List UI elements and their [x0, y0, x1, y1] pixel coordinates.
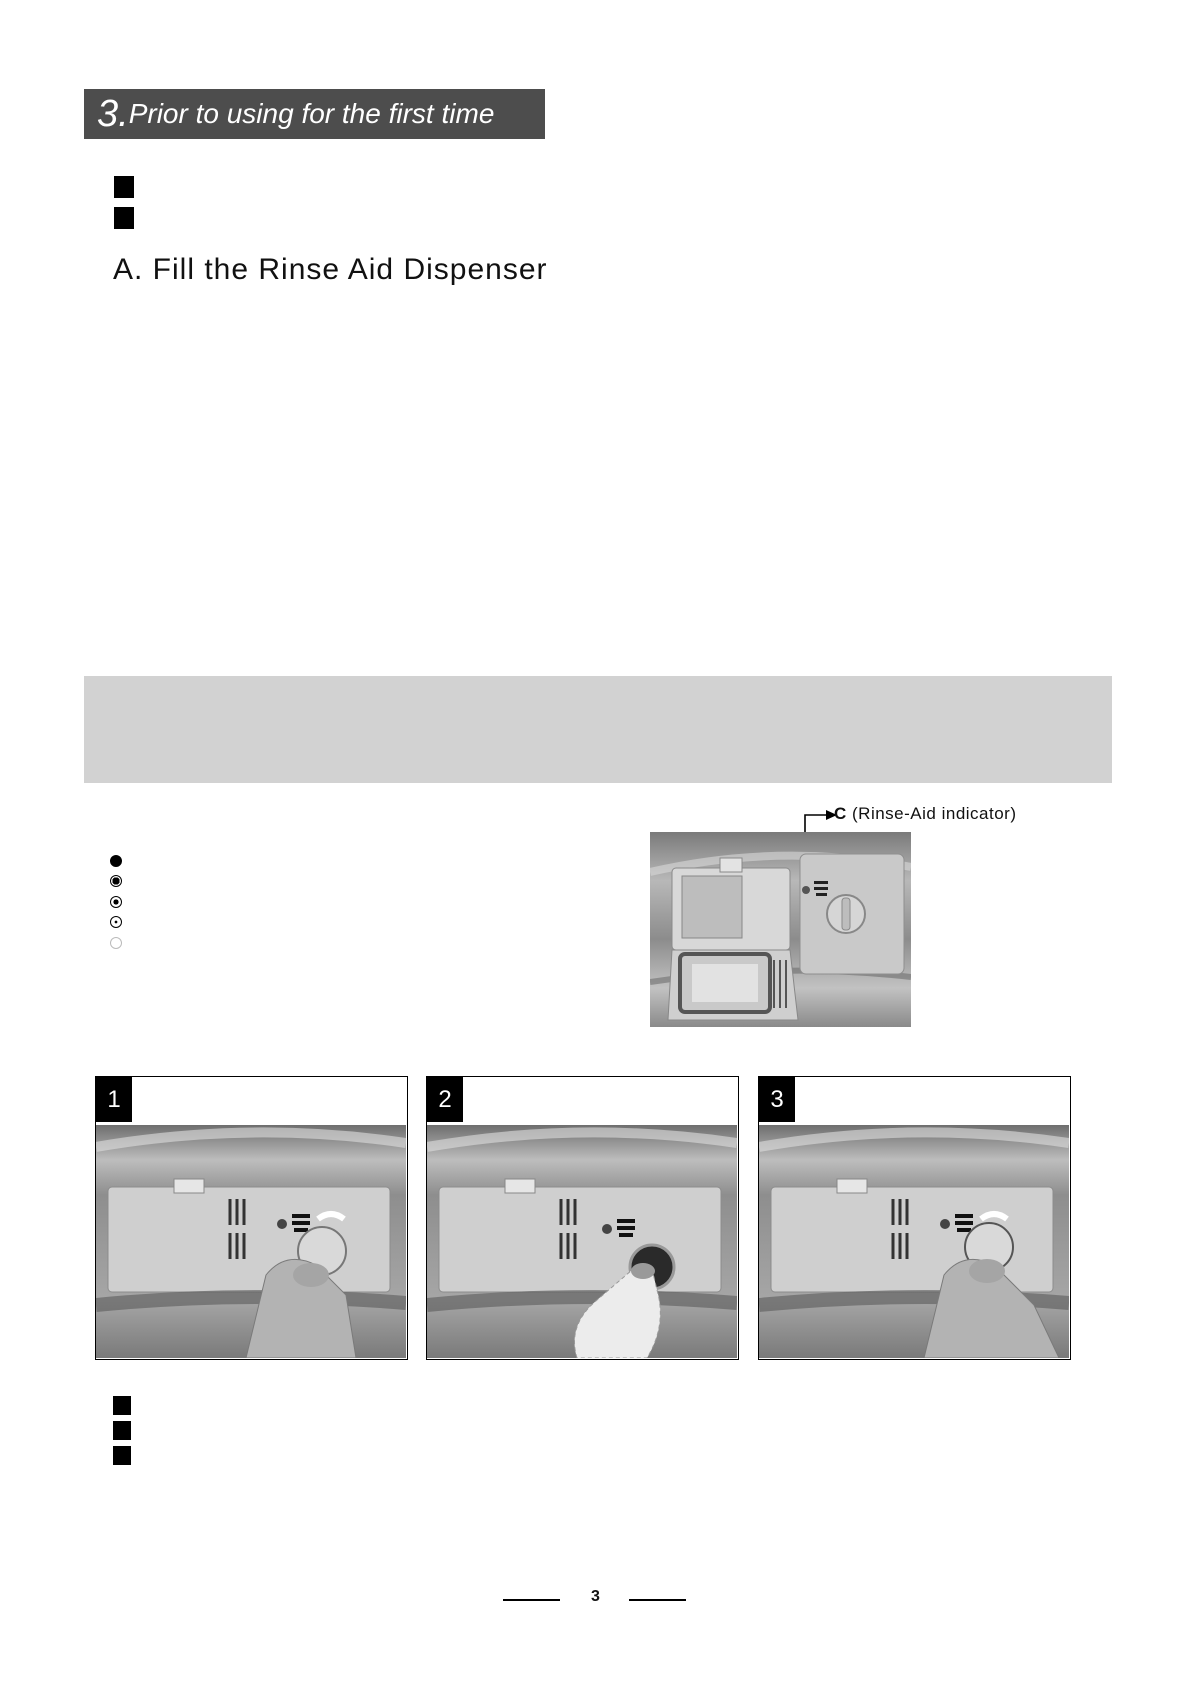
bullet-square: [113, 1446, 131, 1465]
section-title-bar: [84, 89, 545, 139]
indicator-quarter-icon: [110, 916, 122, 928]
indicator-three-quarter-icon: [110, 875, 122, 887]
rinse-aid-indicator-label: [834, 804, 1017, 824]
rinse-aid-heading: A. Fill the Rinse Aid Dispenser: [113, 253, 548, 286]
step-panel: [758, 1076, 1071, 1360]
note-band: [84, 676, 1112, 783]
footer-rule-right: [629, 1599, 686, 1601]
indicator-full-icon: [110, 855, 122, 867]
step-pour-rinse-aid-photo: [427, 1125, 737, 1358]
step-number: 3: [759, 1077, 795, 1122]
step-open-cap-photo: [96, 1125, 406, 1358]
indicator-empty-icon: [110, 937, 122, 949]
step-close-cap-photo: [759, 1125, 1069, 1358]
callout-letter: C: [834, 804, 847, 823]
page-number: 3: [591, 1588, 600, 1605]
step-number: 1: [96, 1077, 132, 1122]
section-title: Prior to using for the first time: [128, 98, 495, 129]
callout-text: (Rinse-Aid indicator): [846, 804, 1017, 823]
indicator-half-icon: [110, 896, 122, 908]
step-panel: [95, 1076, 408, 1360]
bullet-square: [114, 207, 134, 229]
step-panel: [426, 1076, 739, 1360]
dispenser-open-photo: [650, 832, 911, 1027]
bullet-square: [113, 1421, 131, 1440]
bullet-square: [113, 1396, 131, 1415]
step-number: 2: [427, 1077, 463, 1122]
bullet-square: [114, 176, 134, 198]
section-number: 3.: [97, 92, 129, 135]
